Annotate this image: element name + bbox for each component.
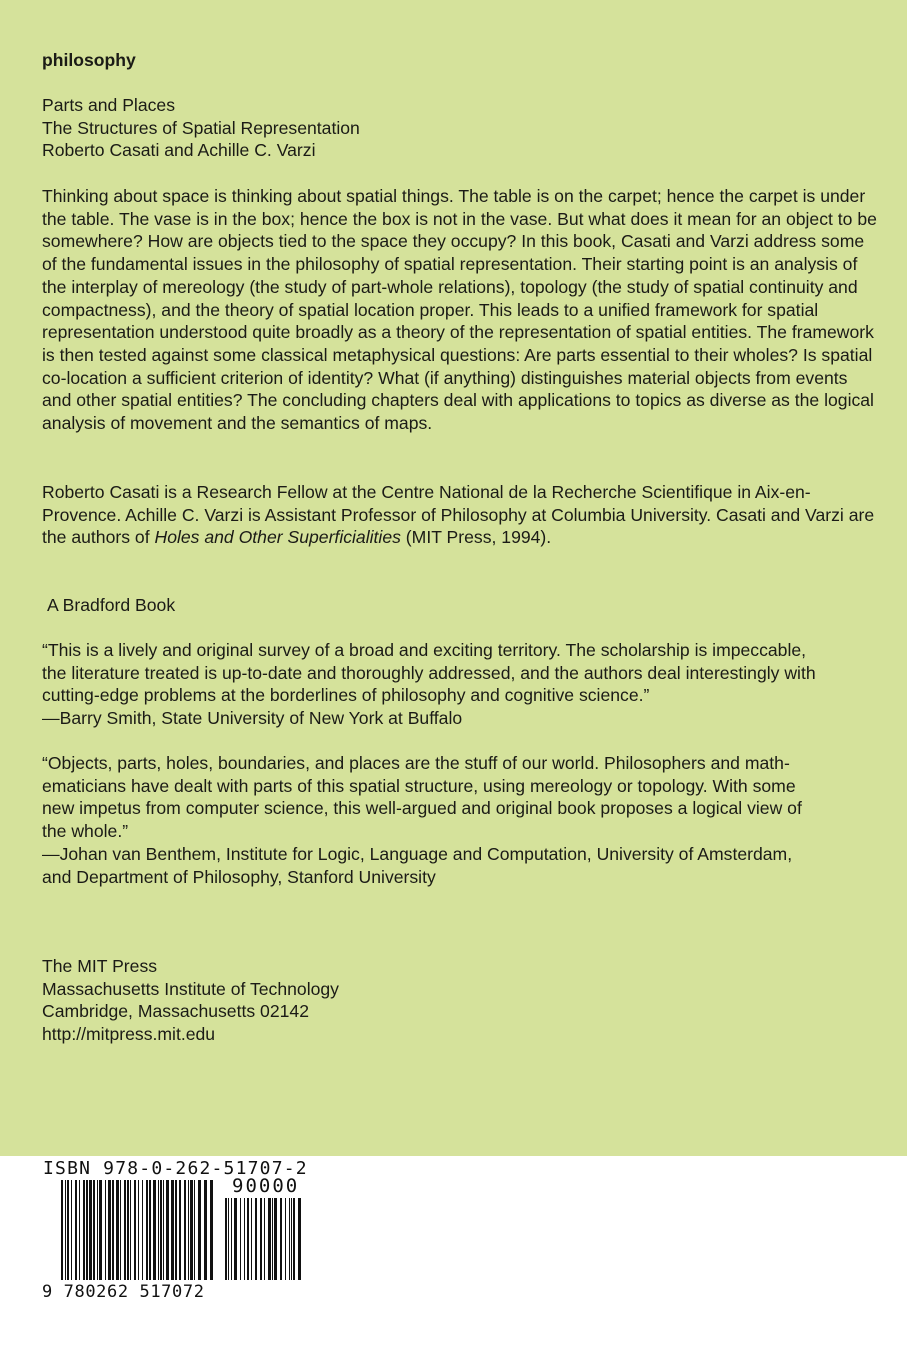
barcode-bar: [240, 1198, 241, 1280]
quote-line: ematicians have dealt with parts of this spatial structure, using mereology or topology. With some: [42, 775, 796, 796]
book-title: Parts and Places: [42, 95, 176, 115]
barcode-bar: [251, 1198, 252, 1280]
publisher-url: http://mitpress.mit.edu: [42, 1024, 216, 1045]
barcode-bar: [225, 1198, 227, 1280]
barcode-bar: [149, 1180, 151, 1280]
barcode-bar: [124, 1180, 126, 1280]
barcode-bar: [120, 1180, 121, 1280]
barcode-bar: [65, 1180, 66, 1280]
barcode-bar: [274, 1198, 277, 1280]
book-subtitle: The Structures of Spatial Representation: [42, 117, 360, 138]
barcode-bar: [204, 1180, 207, 1280]
barcode-bar: [158, 1180, 159, 1280]
barcode-bar: [244, 1198, 245, 1280]
barcode-bar: [130, 1180, 131, 1280]
barcode-bar: [83, 1180, 85, 1280]
barcode-addon-digits: 90000: [232, 1175, 300, 1197]
barcode-bar: [291, 1198, 292, 1280]
book-authors: Roberto Casati and Achille C. Varzi: [42, 140, 316, 161]
barcode-bar: [255, 1198, 257, 1280]
barcode-bar: [112, 1180, 114, 1280]
barcode-bar: [67, 1180, 69, 1280]
barcode-bar: [116, 1180, 119, 1280]
barcode-bar: [89, 1180, 92, 1280]
barcode-bar: [247, 1198, 249, 1280]
quote-attribution: —Johan van Benthem, Institute for Logic, Language and Computation, University of Amsterdam,: [42, 843, 793, 864]
barcode-bar: [75, 1180, 77, 1280]
barcode-bar: [160, 1180, 162, 1280]
publisher-name: The MIT Press: [42, 956, 158, 976]
imprint-label: A Bradford Book: [47, 595, 176, 615]
barcode-bar: [184, 1180, 186, 1280]
publisher-institution: Massachusetts Institute of Technology: [42, 978, 339, 999]
barcode-bar: [179, 1180, 181, 1280]
barcode-bar: [86, 1180, 88, 1280]
barcode-digits: 9 780262 517072: [42, 1282, 205, 1302]
barcode-bar: [171, 1180, 174, 1280]
quote-line: the literature treated is up-to-date and thoroughly addressed, and the authors deal interestingly with: [42, 662, 816, 683]
barcode-bar: [285, 1198, 286, 1280]
barcode-bar: [105, 1180, 106, 1280]
quote-line: the whole.”: [42, 821, 129, 842]
barcode-bar: [108, 1180, 111, 1280]
barcode-bar: [272, 1198, 273, 1280]
book-description: Thinking about space is thinking about spatial things. The table is on the carpet; hence the carpet is under the table. The vase is in the box; hence the box is not in the vase. But what does it mean for an object to be somewhere? How are objects tied to the space they occupy? In this book, Casati and Varzi address some of the fundamental issues in the philosophy of spatial representation. Their starting point is an analysis of the interplay of mereology (the study of part-whole relations), topology (the study of spatial continuity and compactness), and the theory of spatial location proper. This leads to a unified framework for spatial representation understood quite broadly as a theory of the representation of spatial entities. The framework is then tested against some classical metaphysical questions: Are parts essential to their wholes? Is spatial co-location a sufficient criterion of identity? What (if anything) distinguishes material objects from events and other spatial entities? The concluding chapters deal with applications to topics as diverse as the logical analysis of movement and the semantics of maps.: [42, 186, 877, 434]
barcode-bar: [268, 1198, 271, 1280]
barcode-bar: [188, 1180, 189, 1280]
quote-line: “This is a lively and original survey of a broad and exciting territory. The scholarship is impeccable,: [42, 640, 807, 660]
blurb-quote: [42, 639, 877, 730]
quote-line: “Objects, parts, holes, boundaries, and places are the stuff of our world. Philosophers and math-: [42, 753, 790, 773]
barcode-bar: [198, 1180, 201, 1280]
barcode-bar: [163, 1180, 164, 1280]
barcode-bar: [127, 1180, 129, 1280]
barcode-bar: [289, 1198, 290, 1280]
publisher-address: Cambridge, Massachusetts 02142: [42, 1001, 309, 1022]
barcode-bar: [166, 1180, 169, 1280]
barcode-bar: [264, 1198, 265, 1280]
barcode-bar: [194, 1180, 195, 1280]
category-label: philosophy: [42, 50, 136, 70]
barcode-bar: [142, 1180, 143, 1280]
barcode-bar: [61, 1180, 63, 1280]
barcode-bar: [99, 1180, 102, 1280]
barcode-bar: [280, 1198, 282, 1280]
barcode-bar: [146, 1180, 148, 1280]
barcode-bar: [260, 1198, 262, 1280]
barcode-bar: [231, 1198, 232, 1280]
quote-line: cutting-edge problems at the borderlines of philosophy and cognitive science.”: [42, 685, 650, 706]
barcode-bar: [210, 1180, 213, 1280]
quote-attribution: and Department of Philosophy, Stanford University: [42, 866, 436, 887]
barcode-bar: [190, 1180, 193, 1280]
barcode-bar: [97, 1180, 98, 1280]
barcode-bar: [153, 1180, 156, 1280]
quote-line: new impetus from computer science, this well-argued and original book proposes a logical view of: [42, 798, 802, 819]
barcode-bar: [234, 1198, 237, 1280]
isbn-label: ISBN 978-0-262-51707-2: [43, 1158, 308, 1179]
publisher-info: [42, 955, 877, 1046]
barcode-bar: [71, 1180, 72, 1280]
bio-book-title: Holes and Other Superficialities: [154, 527, 401, 548]
barcode-bar: [79, 1180, 80, 1280]
barcode-bar: [228, 1198, 229, 1280]
bio-text-end: (MIT Press, 1994).: [400, 527, 552, 548]
bio-text: Roberto Casati is a Research Fellow at the Centre National de la Recherche Scientifique in Aix-en-Provence. Achille C. Varzi is Assistant Professor of Philosophy at Columbia University. Casati and Varzi are the authors of: [42, 482, 875, 548]
blurb-quote: [42, 752, 877, 888]
barcode-bar: [298, 1198, 301, 1280]
barcode-icon: [43, 1180, 303, 1280]
author-bio: [42, 481, 877, 549]
barcode-bar: [138, 1180, 139, 1280]
barcode-bar: [93, 1180, 95, 1280]
barcode-bar: [175, 1180, 177, 1280]
barcode-bar: [134, 1180, 136, 1280]
barcode-bar: [293, 1198, 295, 1280]
quote-attribution: —Barry Smith, State University of New York at Buffalo: [42, 708, 463, 729]
book-info: [42, 94, 877, 162]
